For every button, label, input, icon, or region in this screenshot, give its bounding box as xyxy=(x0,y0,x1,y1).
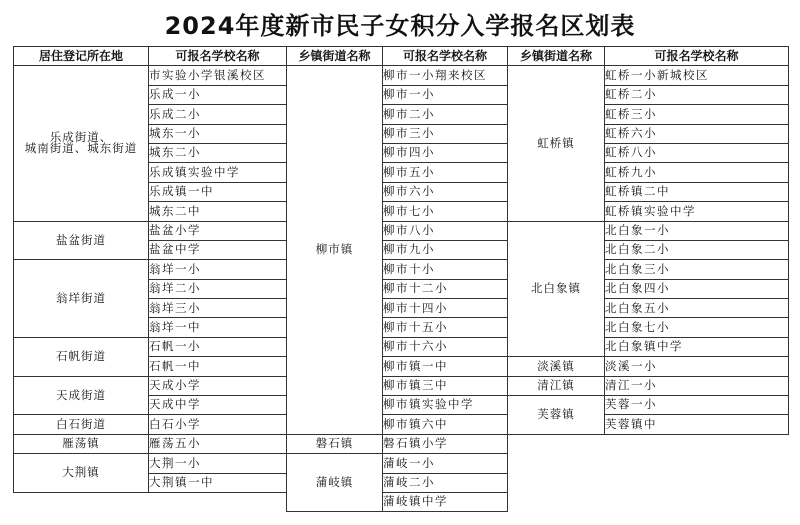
school-name: 盐盆小学 xyxy=(149,222,201,237)
area-cell xyxy=(508,376,605,395)
school-cell xyxy=(605,221,789,240)
school-cell xyxy=(383,221,508,240)
header-school-name: 可报名学校名称 xyxy=(149,47,287,66)
school-name: 乐成镇实验中学 xyxy=(149,164,240,179)
school-cell xyxy=(149,299,287,318)
school-name: 石帆一小 xyxy=(149,339,201,354)
area-cell xyxy=(508,396,605,435)
school-cell xyxy=(383,376,508,395)
school-cell xyxy=(149,124,287,143)
school-name: 蒲岐镇中学 xyxy=(383,494,448,509)
school-cell xyxy=(383,66,508,85)
area-name: 雁荡镇 xyxy=(62,436,100,451)
school-cell xyxy=(149,415,287,434)
school-cell xyxy=(149,337,287,356)
school-cell xyxy=(605,85,789,104)
school-name: 大荆一小 xyxy=(149,455,201,470)
table-row xyxy=(14,260,789,279)
table-row xyxy=(14,221,789,240)
school-name: 北白象七小 xyxy=(605,319,670,334)
school-name: 虹桥八小 xyxy=(605,145,657,160)
school-cell xyxy=(605,357,789,376)
school-cell xyxy=(383,473,508,492)
area-cell xyxy=(14,454,149,493)
area-name: 芙蓉镇 xyxy=(537,407,575,422)
school-name: 城东二中 xyxy=(149,203,201,218)
school-name: 柳市镇三中 xyxy=(383,378,448,393)
area-name: 城南街道、城东街道 xyxy=(24,141,138,156)
school-cell xyxy=(149,396,287,415)
area-name: 北白象镇 xyxy=(531,281,581,296)
area-cell xyxy=(14,221,149,260)
school-name: 北白象一小 xyxy=(605,222,670,237)
school-cell xyxy=(605,318,789,337)
school-name: 芙蓉一小 xyxy=(605,397,657,412)
enrollment-table xyxy=(13,46,789,512)
header-row xyxy=(14,47,789,66)
school-name: 柳市五小 xyxy=(383,164,435,179)
area-cell xyxy=(14,337,149,376)
header-school-name: 可报名学校名称 xyxy=(605,47,789,66)
school-name: 柳市镇六中 xyxy=(383,416,448,431)
school-name: 石帆一中 xyxy=(149,358,201,373)
school-cell xyxy=(605,202,789,221)
school-cell xyxy=(605,299,789,318)
school-name: 虹桥九小 xyxy=(605,164,657,179)
empty-cell xyxy=(508,434,789,512)
school-name: 北白象五小 xyxy=(605,300,670,315)
school-cell xyxy=(149,260,287,279)
school-name: 柳市十二小 xyxy=(383,281,448,296)
school-cell xyxy=(149,240,287,259)
school-cell xyxy=(605,163,789,182)
school-cell xyxy=(149,473,287,492)
school-name: 蒲岐一小 xyxy=(383,455,435,470)
school-name: 柳市三小 xyxy=(383,126,435,140)
header-town-street-name: 乡镇街道名称 xyxy=(287,47,383,66)
school-name: 北白象二小 xyxy=(605,242,670,257)
area-name: 白石街道 xyxy=(56,416,106,431)
school-name: 柳市镇实验中学 xyxy=(383,397,474,412)
area-cell xyxy=(14,434,149,453)
header-town-street-name: 乡镇街道名称 xyxy=(508,47,605,66)
area-name: 磐石镇 xyxy=(315,436,354,451)
area-name: 翁垟街道 xyxy=(56,290,106,305)
school-name: 白石小学 xyxy=(149,416,201,431)
school-cell xyxy=(149,202,287,221)
school-name: 柳市六小 xyxy=(383,184,435,199)
school-cell xyxy=(149,279,287,298)
school-cell xyxy=(383,396,508,415)
school-cell xyxy=(383,85,508,104)
school-name: 天成小学 xyxy=(149,378,201,393)
school-name: 柳市四小 xyxy=(383,145,435,160)
school-name: 天成中学 xyxy=(149,397,201,412)
school-name: 翁垟三小 xyxy=(149,300,201,315)
school-cell xyxy=(149,105,287,124)
area-cell xyxy=(508,357,605,376)
area-cell xyxy=(14,415,149,434)
school-name: 城东二小 xyxy=(149,145,201,160)
header-residence-area: 居住登记所在地 xyxy=(14,47,149,66)
school-cell xyxy=(605,66,789,85)
school-name: 柳市一小翔来校区 xyxy=(383,67,487,82)
page-title: 2024年度新市民子女积分入学报名区划表 xyxy=(164,12,636,40)
school-name: 虹桥一小新城校区 xyxy=(605,67,709,82)
school-cell xyxy=(383,415,508,434)
school-cell xyxy=(383,105,508,124)
empty-cell xyxy=(14,492,287,511)
school-name: 虹桥二小 xyxy=(605,87,657,102)
area-name: 蒲岐镇 xyxy=(315,475,354,490)
school-name: 大荆镇一中 xyxy=(149,475,214,490)
school-name: 北白象镇中学 xyxy=(605,339,683,354)
school-name: 蒲岐二小 xyxy=(383,475,435,490)
school-name: 市实验小学银溪校区 xyxy=(149,67,266,82)
school-cell xyxy=(605,376,789,395)
area-cell xyxy=(14,66,149,221)
school-cell xyxy=(383,454,508,473)
school-name: 翁垟一中 xyxy=(149,319,201,334)
school-name: 乐成一小 xyxy=(149,87,201,102)
school-cell xyxy=(149,143,287,162)
area-cell xyxy=(287,434,383,453)
school-name: 柳市镇一中 xyxy=(383,358,448,373)
school-name: 北白象三小 xyxy=(605,261,670,276)
school-cell xyxy=(605,182,789,201)
school-cell xyxy=(383,182,508,201)
school-name: 清江一小 xyxy=(605,378,657,393)
school-name: 雁荡五小 xyxy=(149,436,201,451)
school-cell xyxy=(149,221,287,240)
school-name: 柳市一小 xyxy=(383,87,435,102)
area-cell xyxy=(287,454,383,512)
school-cell xyxy=(383,163,508,182)
school-cell xyxy=(383,434,508,453)
school-name: 虹桥六小 xyxy=(605,126,657,140)
school-name: 虹桥三小 xyxy=(605,106,657,121)
school-name: 翁垟二小 xyxy=(149,281,201,296)
area-name: 大荆镇 xyxy=(62,465,100,480)
school-cell xyxy=(383,143,508,162)
area-cell xyxy=(508,66,605,221)
school-cell xyxy=(149,66,287,85)
school-cell xyxy=(149,376,287,395)
school-cell xyxy=(605,415,789,434)
area-name: 盐盆街道 xyxy=(56,232,106,247)
school-cell xyxy=(383,357,508,376)
area-cell xyxy=(287,66,383,434)
area-name: 清江镇 xyxy=(537,378,575,393)
school-name: 乐成二小 xyxy=(149,106,201,121)
school-name: 磐石镇小学 xyxy=(383,436,448,451)
school-cell xyxy=(605,337,789,356)
school-name: 柳市七小 xyxy=(383,203,435,218)
school-cell xyxy=(605,124,789,143)
school-name: 柳市十四小 xyxy=(383,300,448,315)
header-school-name: 可报名学校名称 xyxy=(383,47,508,66)
school-cell xyxy=(149,357,287,376)
school-cell xyxy=(149,182,287,201)
school-name: 柳市十五小 xyxy=(383,319,448,334)
school-name: 乐成镇一中 xyxy=(149,184,214,199)
school-cell xyxy=(149,434,287,453)
school-name: 柳市八小 xyxy=(383,222,435,237)
area-name: 天成街道 xyxy=(56,387,106,402)
school-cell xyxy=(605,396,789,415)
area-name: 石帆街道 xyxy=(56,349,106,363)
area-name: 虹桥镇 xyxy=(537,135,575,150)
school-name: 柳市二小 xyxy=(383,106,435,121)
school-cell xyxy=(605,240,789,259)
school-cell xyxy=(605,260,789,279)
school-name: 虹桥镇二中 xyxy=(605,184,670,199)
school-cell xyxy=(605,105,789,124)
school-cell xyxy=(605,143,789,162)
table-row xyxy=(14,337,789,356)
school-cell xyxy=(149,454,287,473)
school-name: 芙蓉镇中 xyxy=(605,416,657,431)
school-name: 盐盆中学 xyxy=(149,242,201,257)
school-name: 柳市十小 xyxy=(383,261,435,276)
school-name: 北白象四小 xyxy=(605,281,670,296)
table-row xyxy=(14,376,789,395)
school-cell xyxy=(383,124,508,143)
area-cell xyxy=(14,376,149,415)
school-name: 淡溪一小 xyxy=(605,358,657,373)
school-cell xyxy=(383,202,508,221)
school-name: 柳市十六小 xyxy=(383,339,448,354)
area-cell xyxy=(508,221,605,357)
table-row xyxy=(14,434,789,453)
school-name: 柳市九小 xyxy=(383,242,435,257)
area-name: 乐成街道、 xyxy=(49,129,113,144)
school-cell xyxy=(383,260,508,279)
school-cell xyxy=(605,279,789,298)
school-cell xyxy=(383,337,508,356)
area-cell xyxy=(14,260,149,338)
area-name: 柳市镇 xyxy=(315,242,354,257)
school-cell xyxy=(149,318,287,337)
area-name: 淡溪镇 xyxy=(537,358,575,373)
school-cell xyxy=(383,240,508,259)
school-name: 虹桥镇实验中学 xyxy=(605,203,696,218)
school-cell xyxy=(149,85,287,104)
school-cell xyxy=(149,163,287,182)
school-name: 翁垟一小 xyxy=(149,261,201,276)
table-row xyxy=(14,415,789,434)
school-cell xyxy=(383,492,508,511)
school-cell xyxy=(383,279,508,298)
school-cell xyxy=(383,299,508,318)
school-name: 城东一小 xyxy=(149,126,201,140)
school-cell xyxy=(383,318,508,337)
table-row xyxy=(14,66,789,85)
